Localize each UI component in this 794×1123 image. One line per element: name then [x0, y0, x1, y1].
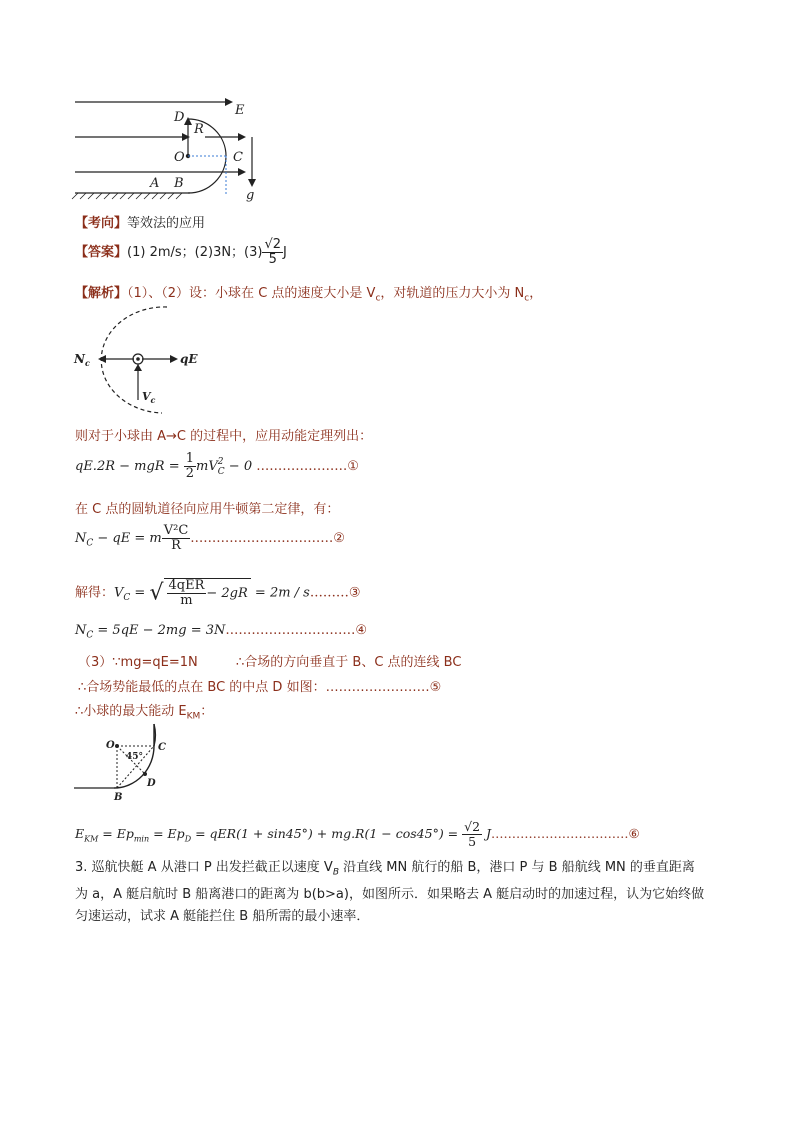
eq3-mid: = — [130, 585, 150, 601]
eq2-dots: ……………………………② — [190, 531, 345, 546]
fig2-nc: N — [74, 352, 85, 366]
geometry-diagram — [70, 722, 180, 804]
eq6 — [75, 820, 640, 849]
eq3-left: V — [114, 585, 124, 601]
eq4-left: N — [75, 623, 87, 638]
step3d-sub: KM — [186, 711, 201, 722]
answer-tag: 【答案】 — [75, 245, 128, 260]
fig1-label-e: E — [235, 103, 245, 118]
eq1-left: qE.2R − mgR = — [75, 459, 184, 474]
answer-text: (1) 2m/s；(2)3N；(3) — [127, 245, 263, 260]
problem3-sub: B — [332, 867, 340, 878]
step3d-line — [75, 700, 213, 722]
eq2-den: R — [171, 538, 181, 553]
step2: 在 C 点的圆轨道径向应用牛顿第二定律，有： — [75, 502, 340, 517]
fig2-nc-sub: c — [84, 358, 90, 368]
problem3 — [75, 857, 725, 928]
eq2-mid: − qE = m — [93, 531, 162, 546]
problem3-line1 — [75, 857, 725, 884]
problem3-line1b: 沿直线 MN 航行的船 B，港口 P 与 B 船航线 MN 的垂直距离 — [339, 860, 695, 875]
track-diagram — [70, 95, 290, 205]
fig1-label-r: R — [194, 122, 204, 137]
answer-den: 5 — [268, 252, 277, 267]
eq6-sub2: min — [133, 834, 150, 844]
step3c-line — [78, 676, 441, 695]
eq6-sub: KM — [84, 834, 99, 844]
eq1-right: mV — [196, 459, 218, 474]
step3a: （3）∵mg=qE=1N — [78, 655, 198, 670]
eq6-frac — [462, 820, 482, 849]
eq3-rad-tail: − 2gR — [206, 586, 248, 601]
eq1-sup: 2 — [217, 456, 224, 467]
eq6-num: √2 — [464, 819, 481, 834]
step3d-tail: ： — [200, 704, 214, 719]
kaoxiang-text: 等效法的应用 — [127, 216, 206, 231]
eq1-dots: …………………① — [256, 459, 359, 474]
jiexi-sub2: c — [524, 293, 530, 304]
problem3-line2: 为 a，A 艇启航时 B 船离港口的距离为 b(b>a)，如图所示．如果略去 A 艇启动时的加速过程，认为它始终做 — [75, 886, 705, 902]
eq3-pre: 解得： — [75, 585, 115, 601]
fig3-45: 45° — [126, 752, 144, 762]
fig2-qe: qE — [180, 352, 198, 366]
eq6-unit: J — [482, 826, 492, 841]
fig1-label-b: B — [174, 176, 184, 191]
eq3-right: = 2m / s — [250, 585, 310, 601]
answer-num: √2 — [264, 237, 282, 252]
eq1-den: 2 — [185, 466, 195, 481]
fig3-o: O — [106, 740, 115, 751]
jiexi-text3: ， — [529, 286, 543, 301]
eq4 — [75, 623, 367, 641]
jiexi-text: （1）、（2）设：小球在 C 点的速度大小是 V — [127, 286, 376, 301]
eq3-sub: C — [123, 593, 131, 604]
step3c-dots: ……………………⑤ — [325, 680, 442, 695]
problem3-line3: 匀速运动，试求 A 艇能拦住 B 船所需的最小速率． — [75, 908, 370, 924]
fig3-b: B — [114, 792, 123, 803]
answer-fraction — [262, 238, 283, 267]
eq6-mid: = Ep — [98, 826, 134, 841]
eq3-radicand — [164, 578, 251, 608]
answer-unit: J — [283, 245, 287, 260]
eq1-num: 1 — [185, 451, 195, 466]
jiexi-sub1: c — [375, 293, 381, 304]
jiexi-text2: ，对轨道的压力大小为 N — [380, 286, 525, 301]
eq6-sub3: D — [184, 834, 192, 844]
eq2 — [75, 524, 345, 553]
eq6-e: E — [75, 826, 85, 841]
kaoxiang-tag: 【考向】 — [75, 216, 128, 231]
fig1-label-d: D — [174, 110, 185, 125]
step1: 则对于小球由 A→C 的过程中，应用动能定理列出： — [75, 429, 373, 444]
eq6-den: 5 — [468, 834, 477, 849]
eq6-mid3: = qER(1 + sin45°) + mg.R(1 − cos45°) = — [191, 826, 463, 841]
step3d-text: ∴小球的最大能动 E — [75, 704, 187, 719]
eq4-dots: …………………………④ — [225, 623, 368, 638]
step3c: ∴合场势能最低的点在 BC 的中点 D 如图： — [78, 680, 326, 695]
jiexi-tag: 【解析】 — [75, 286, 128, 301]
jiexi-line — [75, 282, 542, 304]
eq3-rad-num: 4qER — [168, 578, 205, 593]
eq1 — [75, 452, 359, 481]
eq4-sub: C — [86, 630, 94, 641]
problem3-line1a: 3. 巡航快艇 A 从港口 P 出发拦截正以速度 V — [75, 860, 333, 875]
fig1-label-g: g — [246, 188, 255, 203]
eq1-sub: C — [217, 466, 225, 477]
eq2-sub: C — [86, 538, 94, 549]
svg-text:Vc — [142, 390, 156, 405]
svg-text:Nc — [73, 352, 90, 368]
force-diagram — [72, 305, 202, 415]
fig2-vc: V — [142, 390, 151, 403]
eq3-dots: ………③ — [309, 585, 361, 601]
fig3-c: C — [158, 742, 166, 753]
step3b: ∴合场的方向垂直于 B、C 点的连线 BC — [236, 655, 462, 670]
fig1-label-a: A — [150, 176, 160, 191]
eq2-num: V²C — [163, 523, 189, 538]
eq6-mid2: = Ep — [149, 826, 185, 841]
eq1-tail: − 0 — [224, 459, 257, 474]
eq1-frac — [184, 452, 196, 481]
fig1-label-o: O — [174, 150, 185, 165]
fig3-d: D — [147, 778, 156, 789]
answer-line — [75, 238, 287, 267]
eq6-dots: ……………………………⑥ — [491, 826, 640, 841]
eq3: 解得：$V_C$ = √ $\frac{\text{4qER}}{m}$ − 2gR = 2m / s………③ — [75, 578, 361, 608]
eq3-rad-den: m — [180, 593, 193, 608]
eq2-frac — [162, 524, 191, 553]
fig2-vc-sub: c — [150, 395, 156, 405]
fig1-label-c: C — [233, 150, 243, 165]
eq4-right: = 5qE − 2mg = 3N — [93, 623, 226, 638]
kaoxiang-line — [75, 212, 205, 231]
eq2-left: N — [75, 531, 87, 546]
